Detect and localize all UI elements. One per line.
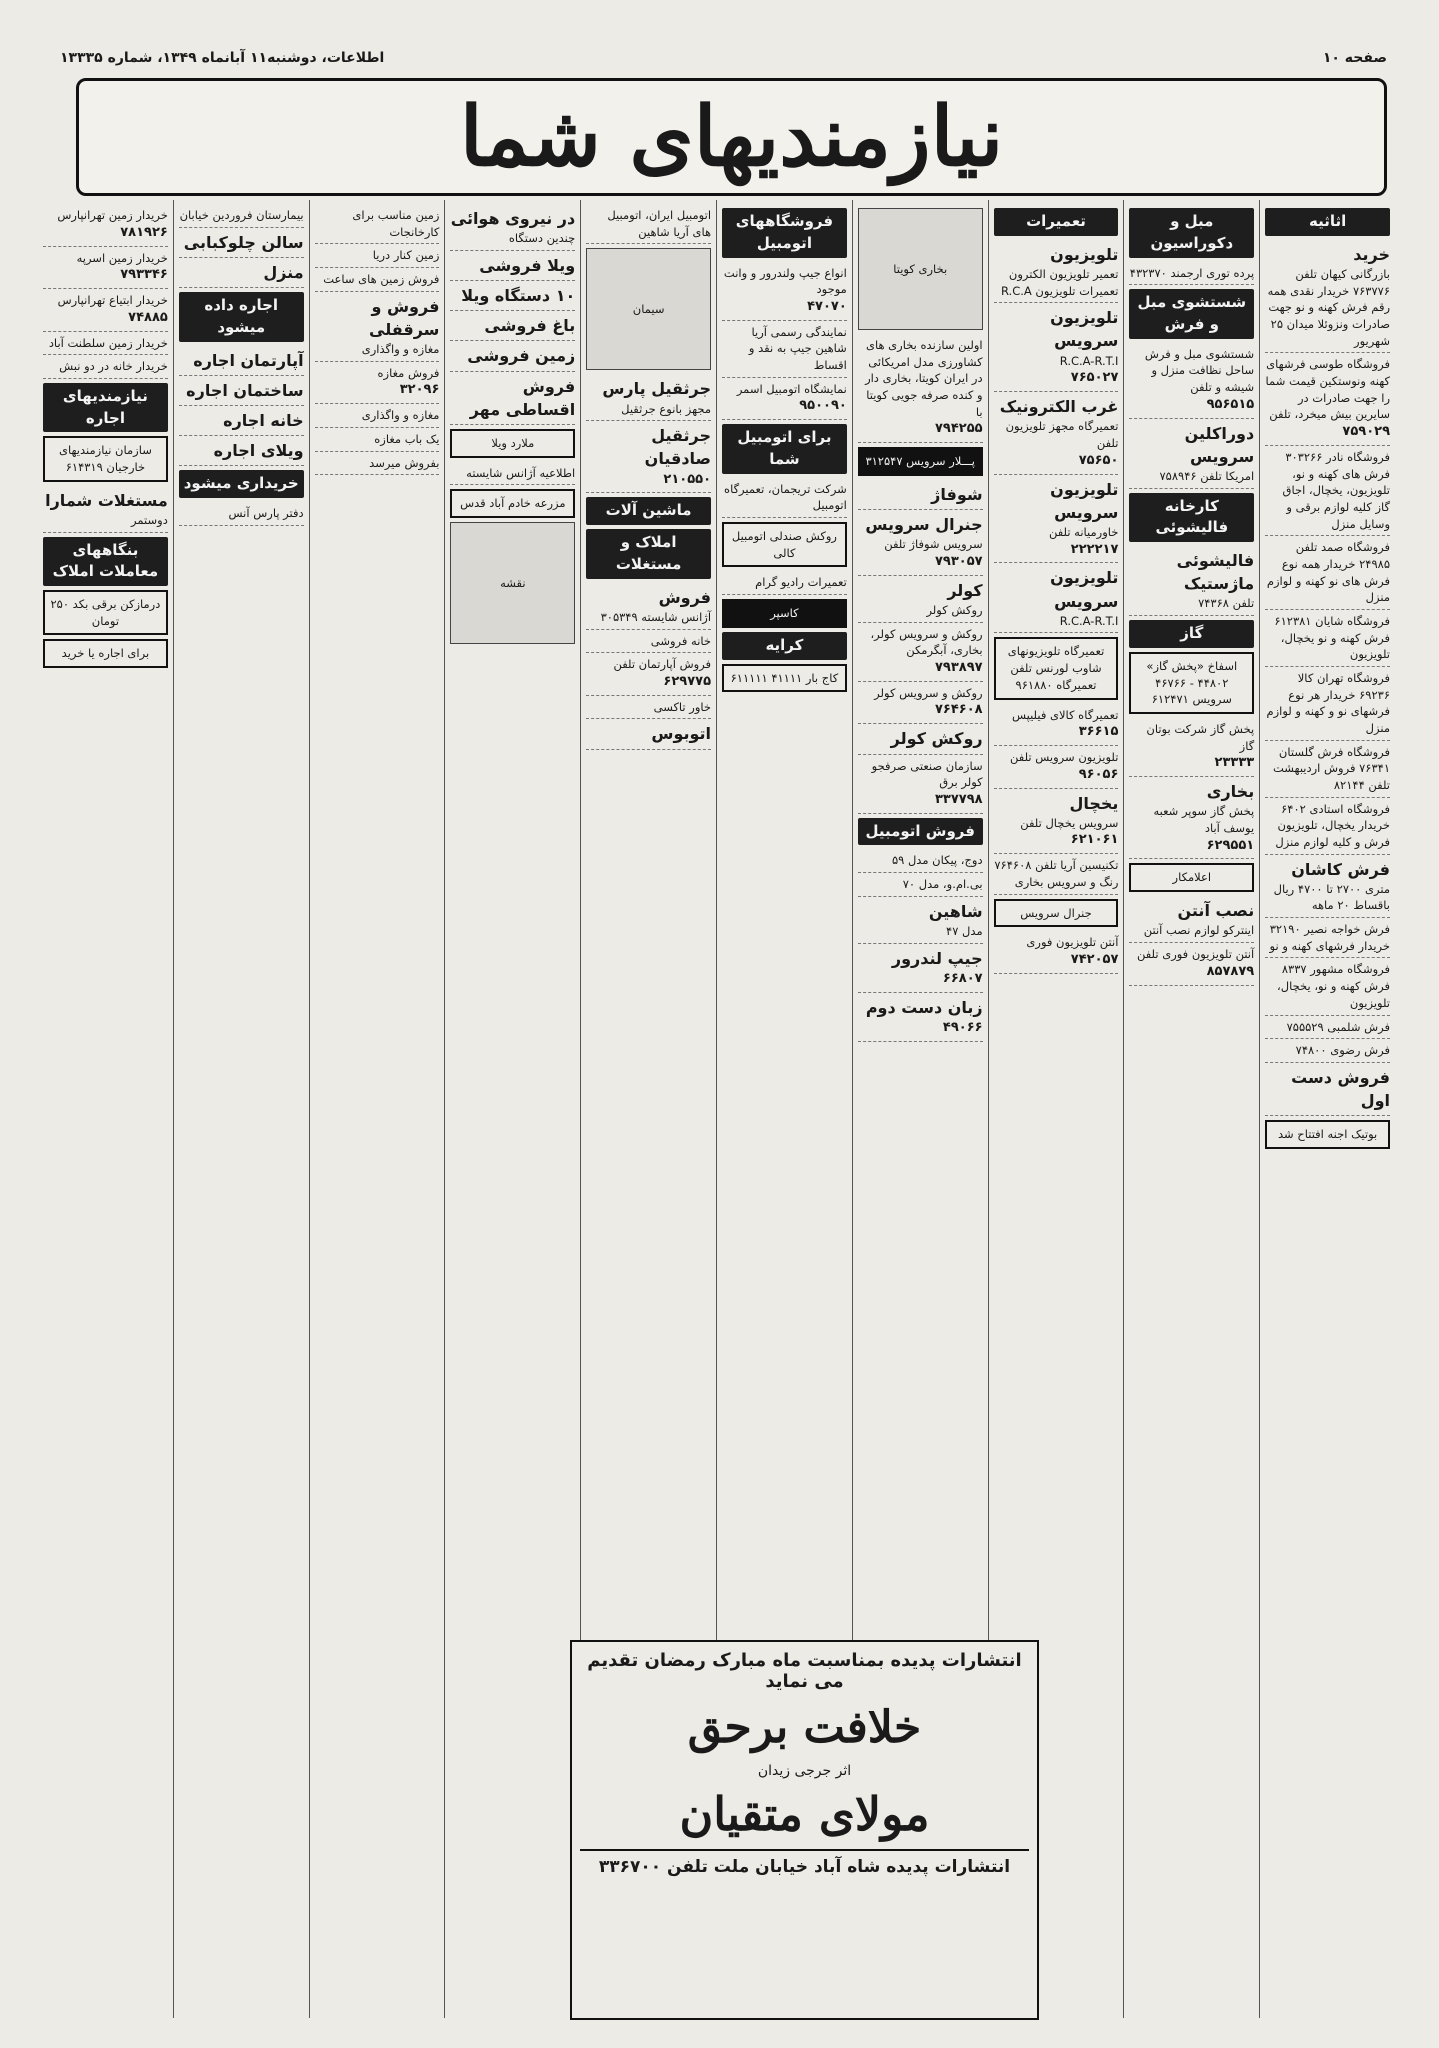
section-header: مبل و دکوراسیون bbox=[1129, 208, 1254, 258]
illustration-label: نقشه bbox=[500, 575, 526, 590]
classified-ad bbox=[315, 204, 440, 244]
display-ad-box: جنرال سرویس bbox=[994, 899, 1119, 928]
ad-body: خریدار زمین سلطنت آباد bbox=[48, 335, 168, 350]
ad-phone: ۷۶۴۶۰۸ bbox=[935, 702, 983, 718]
ad-title: منزل bbox=[263, 262, 304, 282]
classified-ad bbox=[315, 244, 440, 268]
classified-ad bbox=[722, 478, 847, 518]
classified-ad bbox=[858, 944, 983, 993]
classified-ad bbox=[315, 268, 440, 292]
classified-ad bbox=[1265, 1016, 1390, 1040]
ad-body: فرش شلمبی ۷۵۵۵۲۹ bbox=[1286, 1019, 1390, 1034]
ad-title: تلویزیون سرویس bbox=[1050, 479, 1119, 522]
ad-body: تعمیر تلویزیون الکترون تعمیرات تلویزیون R.C.A bbox=[1000, 266, 1119, 298]
ad-title: فروش bbox=[658, 587, 712, 607]
ad-body: فروشگاه شایان ۶۱۲۳۸۱ فرش کهنه و نو یخچال، تلویزیون bbox=[1274, 613, 1390, 662]
ad-body: چندین دستگاه bbox=[508, 231, 576, 246]
classified-ad bbox=[1129, 896, 1254, 943]
ad-body: اولین سازنده بخاری های کشاورزی مدل امریکائی در ایران کویتا، بخاری دار و کنده صرفه جویی کویتا با bbox=[865, 338, 983, 419]
classified-ad bbox=[1129, 262, 1254, 286]
ad-body: خریدار ابتیاع تهرانپارس bbox=[57, 293, 168, 308]
ad-body: خاور تاکسی bbox=[653, 699, 712, 714]
ad-phone: ۳۲۰۹۶ bbox=[399, 382, 440, 398]
ad-phone: ۹۶۰۵۶ bbox=[1078, 766, 1119, 782]
ad-title: باغ فروشی bbox=[484, 316, 576, 336]
classified-ad bbox=[450, 281, 575, 311]
ad-body: خانه فروشی bbox=[650, 633, 712, 648]
classified-ad bbox=[43, 289, 168, 332]
ad-title: زمین فروشی bbox=[467, 346, 576, 366]
ad-title: شوفاژ bbox=[931, 484, 983, 504]
ad-body: نمایشگاه اتومبیل اسمر bbox=[736, 381, 847, 396]
classified-ad bbox=[315, 404, 440, 428]
ad-phone: ۹۵۰۰۹۰ bbox=[799, 398, 847, 414]
ad-title: غرب الکترونیک bbox=[999, 397, 1119, 417]
section-header: بنگاههای معاملات املاک bbox=[43, 537, 168, 587]
ad-book-title-1: خلافت برحق bbox=[687, 1702, 922, 1753]
ad-phone: ۲۲۲۲۱۷ bbox=[1070, 541, 1119, 557]
ad-phone: ۷۴۸۸۵ bbox=[128, 309, 168, 325]
classified-ad bbox=[858, 897, 983, 944]
display-ad-box: پـــلار سرویس ۳۱۲۵۴۷ bbox=[858, 447, 983, 476]
classified-ad bbox=[858, 576, 983, 623]
ad-title: نصب آنتن bbox=[1177, 901, 1255, 921]
classified-ad bbox=[450, 251, 575, 281]
classified-ad bbox=[179, 204, 304, 228]
classified-ad bbox=[722, 262, 847, 321]
classified-ad bbox=[179, 376, 304, 406]
ad-body: روکش و سرویس کولر، بخاری، آبگرمکن bbox=[870, 626, 983, 658]
ad-body: فروش آپارتمان تلفن bbox=[613, 657, 712, 672]
ad-phone: ۸۵۷۸۷۹ bbox=[1206, 963, 1255, 979]
classified-ad bbox=[1129, 343, 1254, 419]
classified-ad bbox=[1129, 777, 1254, 859]
classified-ad bbox=[1265, 536, 1390, 610]
ad-phone: ۶۲۹۷۷۵ bbox=[663, 673, 712, 689]
classified-ad bbox=[858, 682, 983, 725]
ad-body: خریدار خانه در دو نبش bbox=[59, 359, 168, 374]
column-c7 bbox=[444, 200, 580, 2018]
illustration-label: سیمان bbox=[632, 302, 665, 316]
ad-title: خرید bbox=[1353, 244, 1390, 264]
classified-ad bbox=[858, 873, 983, 897]
ad-title: فرش کاشان bbox=[1291, 859, 1390, 879]
classified-ad bbox=[586, 696, 711, 720]
ad-body: روکش و سرویس کولر bbox=[874, 685, 983, 700]
classified-ad bbox=[1265, 1063, 1390, 1116]
page-header-line bbox=[60, 50, 1387, 70]
ad-phone: ۷۹۴۲۵۵ bbox=[935, 421, 983, 437]
column-c2 bbox=[1123, 200, 1259, 2018]
ad-phone: ۳۶۶۱۵ bbox=[1078, 724, 1119, 740]
classified-ad bbox=[994, 563, 1119, 633]
ad-title: خانه اجاره bbox=[223, 410, 304, 430]
classified-ad bbox=[179, 258, 304, 288]
ad-phone: ۷۹۳۸۹۷ bbox=[935, 659, 983, 675]
ad-title: آپارتمان اجاره bbox=[193, 350, 304, 370]
column-c10 bbox=[38, 200, 173, 2018]
ad-title: جیپ لندرور bbox=[891, 948, 983, 968]
ad-title: در نیروی هوائی bbox=[450, 209, 576, 228]
classified-ad bbox=[43, 355, 168, 379]
ad-body: آنتن تلویزیون فوری bbox=[1026, 935, 1119, 950]
ad-phone: ۷۵۶۵۰ bbox=[1078, 452, 1119, 468]
classified-ad bbox=[858, 755, 983, 814]
ad-body: دوستمر bbox=[131, 512, 168, 527]
display-ad-box: روکش صندلی اتومبیل کالی bbox=[722, 522, 847, 567]
ad-phone: ۶۶۸۰۷ bbox=[942, 970, 983, 986]
masthead bbox=[76, 78, 1387, 196]
ad-body: تعمیرگاه کالای فیلیپس bbox=[1011, 707, 1119, 722]
classified-ad bbox=[586, 583, 711, 630]
ad-body: R.C.A-R.T.I bbox=[1059, 613, 1119, 628]
classified-ad bbox=[858, 334, 983, 443]
ad-body: بی.ام.و، مدل ۷۰ bbox=[902, 877, 983, 892]
ad-body: R.C.A-R.T.I bbox=[1059, 353, 1119, 368]
ad-body: فروشگاه نادر ۳۰۳۲۶۶ فرش های کهنه و نو، تلویزیون، یخچال، اجاق گاز کلیه لوازم برقی و وسایل منزل bbox=[1282, 449, 1390, 531]
classified-ad bbox=[858, 724, 983, 754]
classified-ad bbox=[722, 321, 847, 378]
ad-phone: ۷۴۲۰۵۷ bbox=[1070, 951, 1119, 967]
ad-body: آژانس شایسته ۳۰۵۳۴۹ bbox=[600, 609, 712, 624]
ad-body: فروشگاه صمد تلفن ۲۴۹۸۵ خریدار همه نوع فرش های نو کهنه و لوازم منزل bbox=[1266, 540, 1390, 605]
display-ad-box: مزرعه خادم آباد قدس bbox=[450, 489, 575, 518]
ad-body: شرکت تریجمان، تعمیرگاه اتومبیل bbox=[724, 481, 847, 513]
classified-ad bbox=[994, 392, 1119, 474]
section-header: شستشوی مبل و فرش bbox=[1129, 289, 1254, 339]
classified-ad bbox=[858, 993, 983, 1042]
classified-ad bbox=[1129, 419, 1254, 489]
ad-body: مغازه و واگذاری bbox=[361, 342, 440, 357]
classified-ad bbox=[1265, 240, 1390, 354]
ad-title: روکش کولر bbox=[890, 729, 983, 749]
ad-title: یخچال bbox=[1069, 793, 1119, 813]
classified-ad bbox=[994, 746, 1119, 789]
classified-ad bbox=[43, 486, 168, 533]
classified-ad bbox=[586, 204, 711, 244]
section-header: فروش اتومبیل bbox=[858, 818, 983, 846]
display-ad-box: بوتیک اجنه افتتاح شد bbox=[1265, 1120, 1390, 1149]
ad-title: ویلای اجاره bbox=[213, 441, 304, 461]
ad-title: بخاری bbox=[1206, 782, 1255, 802]
ad-title: فروش اقساطی مهر bbox=[469, 376, 576, 419]
ad-title: جنرال سرویس bbox=[865, 515, 983, 535]
classified-ad bbox=[994, 854, 1119, 894]
display-ad-box: درمازکن برقی بکد ۲۵۰ تومان bbox=[43, 590, 168, 635]
classified-ad bbox=[315, 428, 440, 452]
ad-title: تلویزیون سرویس bbox=[1050, 568, 1119, 611]
ad-body: اطلاعیه آژانس شایسته bbox=[466, 465, 576, 480]
ad-title: دوراکلین سرویس bbox=[1184, 423, 1255, 466]
ad-intro: انتشارات پدیده بمناسبت ماه مبارک رمضان تقدیم می نماید bbox=[587, 1650, 1022, 1692]
display-ad-box: تعمیرگاه تلویزیونهای شاوب لورنس تلفن تعمیرگاه ۹۶۱۸۸۰ bbox=[994, 637, 1119, 699]
ad-body: سازمان صنعتی صرفجو کولر برق bbox=[871, 758, 983, 790]
classified-ad bbox=[586, 653, 711, 696]
classified-ad bbox=[1265, 446, 1390, 536]
column-c1 bbox=[1259, 200, 1395, 2018]
illustration-label: بخاری کویتا bbox=[893, 261, 948, 276]
ad-body: فروشگاه مشهور ۸۳۳۷ فرش کهنه و نو، یخچال، تلویزیون bbox=[1277, 962, 1390, 1010]
section-header: کارخانه فالیشوئی bbox=[1129, 493, 1254, 543]
ad-title: ۱۰ دستگاه ویلا bbox=[461, 286, 576, 306]
display-ad-box: کاسپر bbox=[722, 599, 847, 628]
ad-phone: ۶۲۹۵۵۱ bbox=[1206, 837, 1255, 853]
classified-ad bbox=[858, 510, 983, 576]
ad-phone: ۲۱۰۵۵۰ bbox=[663, 471, 712, 487]
classified-ad bbox=[858, 480, 983, 510]
section-header: تعمیرات bbox=[994, 208, 1119, 236]
classified-ad bbox=[1129, 943, 1254, 986]
ad-phone: ۲۳۳۳۳ bbox=[1214, 755, 1255, 771]
ad-body: فروشگاه استادی ۶۴۰۲ خریدار یخچال، تلویزیون فرش و کلیه لوازم منزل bbox=[1275, 801, 1390, 849]
display-ad-box: سازمان نیازمندیهای خارجیان ۶۱۴۳۱۹ bbox=[43, 436, 168, 481]
display-ad-box: اسفاخ «پخش گاز» ۴۴۸۰۲ - ۴۶۷۶۶ سرویس ۶۱۲۴۷۱ bbox=[1129, 652, 1254, 714]
classified-ad bbox=[43, 247, 168, 290]
ad-body: فروش مغازه bbox=[377, 365, 440, 380]
ad-phone: ۴۷۰۷۰ bbox=[807, 298, 847, 314]
ad-body: پرده توری ارجمند ۴۳۲۳۷۰ bbox=[1129, 265, 1255, 280]
ad-book-title-2: مولای متقیان bbox=[679, 1787, 930, 1841]
classified-ad bbox=[179, 406, 304, 436]
classified-ad bbox=[1265, 958, 1390, 1015]
classified-ad bbox=[43, 204, 168, 247]
ad-phone: ۷۹۳۳۴۶ bbox=[120, 267, 168, 283]
ad-author: اثر جرجی زیدان bbox=[757, 1763, 852, 1779]
classified-ad bbox=[450, 462, 575, 486]
ad-title: فروش دست اول bbox=[1291, 1067, 1390, 1111]
classified-ad bbox=[450, 311, 575, 341]
ad-body: فروشگاه طوسی فرشهای کهنه ونوستکین قیمت شما را جهت صادرات در سایرین بیش میخرد، تلفن bbox=[1265, 357, 1390, 422]
classified-ad bbox=[858, 623, 983, 682]
classified-ad bbox=[1265, 918, 1390, 958]
classified-ad bbox=[43, 332, 168, 356]
ad-body: انواع جیپ ولندرور و وانت موجود bbox=[723, 265, 847, 297]
publisher-advertisement bbox=[570, 1640, 1039, 2020]
section-header: فروشگاههای اتومبیل bbox=[722, 208, 847, 258]
classified-ad bbox=[994, 303, 1119, 392]
classified-ad bbox=[722, 571, 847, 595]
classified-ad bbox=[586, 719, 711, 749]
section-header: گاز bbox=[1129, 620, 1254, 648]
ad-body: آنتن تلویزیون فوری تلفن bbox=[1136, 946, 1255, 961]
ad-title: کولر bbox=[947, 580, 983, 600]
ad-body: خریدار زمین تهرانپارس bbox=[57, 208, 168, 222]
ad-title: اتوبوس bbox=[651, 724, 712, 744]
classified-ad bbox=[315, 362, 440, 405]
classified-ad bbox=[1129, 718, 1254, 777]
ad-body: یک باب مغازه bbox=[374, 431, 440, 446]
issue-line: اطلاعات، دوشنبه۱۱ آبانماه ۱۳۴۹، شماره ۱۳۳۳۵ bbox=[60, 50, 385, 66]
ad-body: فروشگاه فرش گلستان ۷۶۳۴۱ فروش اردیبهشت تلفن ۸۲۱۴۴ bbox=[1272, 744, 1390, 792]
ad-body: بیمارستان فروردین خیابان bbox=[179, 208, 304, 222]
ad-body: شستشوی مبل و فرش ساحل نظافت منزل و شیشه و تلفن bbox=[1144, 346, 1255, 395]
display-ad-box: کاج بار ۴۱۱۱۱ ۶۱۱۱۱۱ bbox=[722, 664, 847, 693]
classified-ad bbox=[994, 789, 1119, 855]
classified-ad bbox=[179, 346, 304, 376]
ad-title: تلویزیون bbox=[1050, 244, 1119, 264]
classified-ad bbox=[1265, 610, 1390, 667]
ad-body: اینترکو لوازم نصب آنتن bbox=[1143, 923, 1255, 938]
ad-body: سرویس یخچال تلفن bbox=[1020, 815, 1119, 830]
section-header: اثاثیه bbox=[1265, 208, 1390, 236]
ad-body: امریکا تلفن ۷۵۸۹۴۶ bbox=[1159, 468, 1255, 483]
ad-title: سالن چلوکبابی bbox=[183, 232, 304, 252]
ad-body: نمایندگی رسمی آریا شاهین جیپ به نقد و اقساط bbox=[748, 324, 847, 373]
ad-body: زمین مناسب برای کارخانجات bbox=[352, 208, 440, 239]
ad-body: دفتر پارس آنس bbox=[228, 506, 304, 521]
ad-body: بفروش میرسد bbox=[369, 455, 440, 470]
ad-body: فرش رضوی ۷۴۸۰۰ bbox=[1295, 1043, 1390, 1058]
ad-body: مدل ۴۷ bbox=[946, 923, 983, 938]
page-number: صفحه ۱۰ bbox=[1322, 50, 1387, 66]
classified-ad bbox=[315, 292, 440, 362]
classified-ad bbox=[994, 240, 1119, 304]
classified-ad bbox=[1265, 1039, 1390, 1063]
display-ad-box: ملارد ویلا bbox=[450, 429, 575, 458]
classified-ad bbox=[586, 421, 711, 493]
classified-ad bbox=[450, 372, 575, 425]
ad-body: مغازه و واگذاری bbox=[361, 408, 440, 423]
ad-body: اتومبیل ایران، اتومبیل های آریا شاهین bbox=[607, 208, 712, 239]
classified-ad bbox=[1129, 546, 1254, 616]
classified-ad bbox=[1265, 855, 1390, 919]
ad-title: مستغلات شمارا bbox=[45, 490, 168, 510]
ad-footer: انتشارات پدیده شاه آباد خیابان ملت تلفن ۳۳۶۷۰۰ bbox=[580, 1849, 1029, 1877]
section-header: برای اتومبیل شما bbox=[722, 424, 847, 474]
section-header: املاک و مستغلات bbox=[586, 529, 711, 579]
classified-ad bbox=[994, 475, 1119, 564]
ad-title: ساختمان اجاره bbox=[186, 380, 304, 400]
classified-ad bbox=[179, 228, 304, 258]
ad-title: شاهین bbox=[928, 901, 983, 921]
ad-title: فروش و سرقفلی bbox=[369, 296, 440, 339]
classified-ad bbox=[1265, 667, 1390, 741]
ad-body: خاورمیانه تلفن bbox=[1048, 524, 1119, 539]
ad-body: فرش خواجه نصیر ۳۲۱۹۰ خریدار فرشهای کهنه و نو bbox=[1269, 922, 1390, 953]
ad-phone: ۹۵۶۵۱۵ bbox=[1206, 396, 1255, 412]
classified-ad bbox=[450, 204, 575, 251]
classified-ad bbox=[1265, 741, 1390, 798]
classified-ad bbox=[179, 502, 304, 526]
ad-body: تعمیرگاه مجهز تلویزیون تلفن bbox=[1005, 419, 1119, 451]
ad-body: مجهز بانوع جرثقیل bbox=[621, 401, 712, 416]
ad-phone: ۴۹۰۶۶ bbox=[942, 1019, 983, 1035]
ad-body: پخش گاز سوپر شعبه یوسف آباد bbox=[1153, 804, 1255, 835]
ad-body: تلویزیون سرویس تلفن bbox=[1010, 750, 1119, 765]
section-header: خریداری میشود bbox=[179, 470, 304, 498]
ad-title: زبان دست دوم bbox=[865, 997, 983, 1017]
classified-ad bbox=[315, 452, 440, 476]
ad-phone: ۷۸۱۹۲۶ bbox=[120, 224, 168, 240]
ad-title: فالیشوئی ماژستیک bbox=[1176, 551, 1255, 594]
ad-title: تلویزیون سرویس bbox=[1050, 308, 1119, 351]
ad-phone: ۷۶۵۰۲۷ bbox=[1070, 370, 1119, 386]
ad-body: دوج، پیکان مدل ۵۹ bbox=[891, 853, 983, 868]
display-ad-box: اعلامکار bbox=[1129, 863, 1254, 892]
classified-ad bbox=[179, 436, 304, 466]
ad-body: فروشگاه تهران کالا ۶۹۲۳۶ خریدار هر نوع فرشهای نو و کهنه و لوازم منزل bbox=[1266, 670, 1390, 735]
classified-ad bbox=[1265, 353, 1390, 446]
section-header: کرایه bbox=[722, 632, 847, 660]
ad-phone: ۳۳۷۷۹۸ bbox=[935, 791, 983, 807]
classified-ad bbox=[994, 704, 1119, 747]
classified-ad bbox=[858, 849, 983, 873]
section-header: اجاره داده میشود bbox=[179, 292, 304, 342]
classified-ad bbox=[1265, 798, 1390, 855]
ad-phone: ۷۹۳۰۵۷ bbox=[935, 553, 983, 569]
classified-ad bbox=[586, 374, 711, 421]
ad-phone: ۶۲۱۰۶۱ bbox=[1070, 832, 1119, 848]
masthead-title: نیازمندیهای شما bbox=[459, 89, 1004, 185]
ad-illustration bbox=[586, 248, 711, 370]
section-header: نیازمندیهای اجاره bbox=[43, 383, 168, 433]
section-header: ماشین آلات bbox=[586, 497, 711, 525]
ad-body: پخش گاز شرکت بوتان گاز bbox=[1146, 721, 1255, 753]
ad-illustration bbox=[858, 208, 983, 330]
ad-title: جرثقیل صادقیان bbox=[644, 426, 712, 469]
ad-body: فروش زمین های ساعت bbox=[323, 272, 440, 287]
ad-body: متری ۲۷۰۰ تا ۴۷۰۰ ریال باقساط ۲۰ ماهه bbox=[1273, 881, 1390, 913]
ad-body: تلفن ۷۴۳۶۸ bbox=[1198, 596, 1255, 611]
ad-title: جرثقیل پارس bbox=[602, 379, 712, 399]
column-c9 bbox=[173, 200, 309, 2018]
ad-body: روکش کولر bbox=[926, 602, 983, 617]
ad-title: ویلا فروشی bbox=[479, 255, 576, 275]
ad-phone: ۷۵۹۰۲۹ bbox=[1342, 423, 1390, 439]
display-ad-box: برای اجاره یا خرید bbox=[43, 639, 168, 668]
column-c8 bbox=[309, 200, 445, 2018]
classified-ad bbox=[722, 378, 847, 421]
ad-body: تکنیسین آریا تلفن ۷۶۴۶۰۸ رنگ و سرویس بخاری bbox=[994, 858, 1119, 889]
ad-body: خریدار زمین اسرپه bbox=[76, 250, 168, 265]
ad-body: سرویس شوفاژ تلفن bbox=[884, 537, 983, 552]
classified-ad bbox=[586, 630, 711, 654]
ad-body: بازرگانی کیهان تلفن ۷۶۳۷۷۶ خریدار نقدی همه رقم فرش کهنه و نو جهت صادرات ونزوئلا میدان ۲۵ شهریور bbox=[1267, 266, 1390, 348]
ad-body: تعمیرات رادیو گرام bbox=[755, 575, 847, 590]
ad-body: زمین کنار دریا bbox=[372, 248, 440, 263]
classified-ad bbox=[994, 931, 1119, 974]
ad-illustration bbox=[450, 522, 575, 644]
classified-ad bbox=[450, 341, 575, 371]
